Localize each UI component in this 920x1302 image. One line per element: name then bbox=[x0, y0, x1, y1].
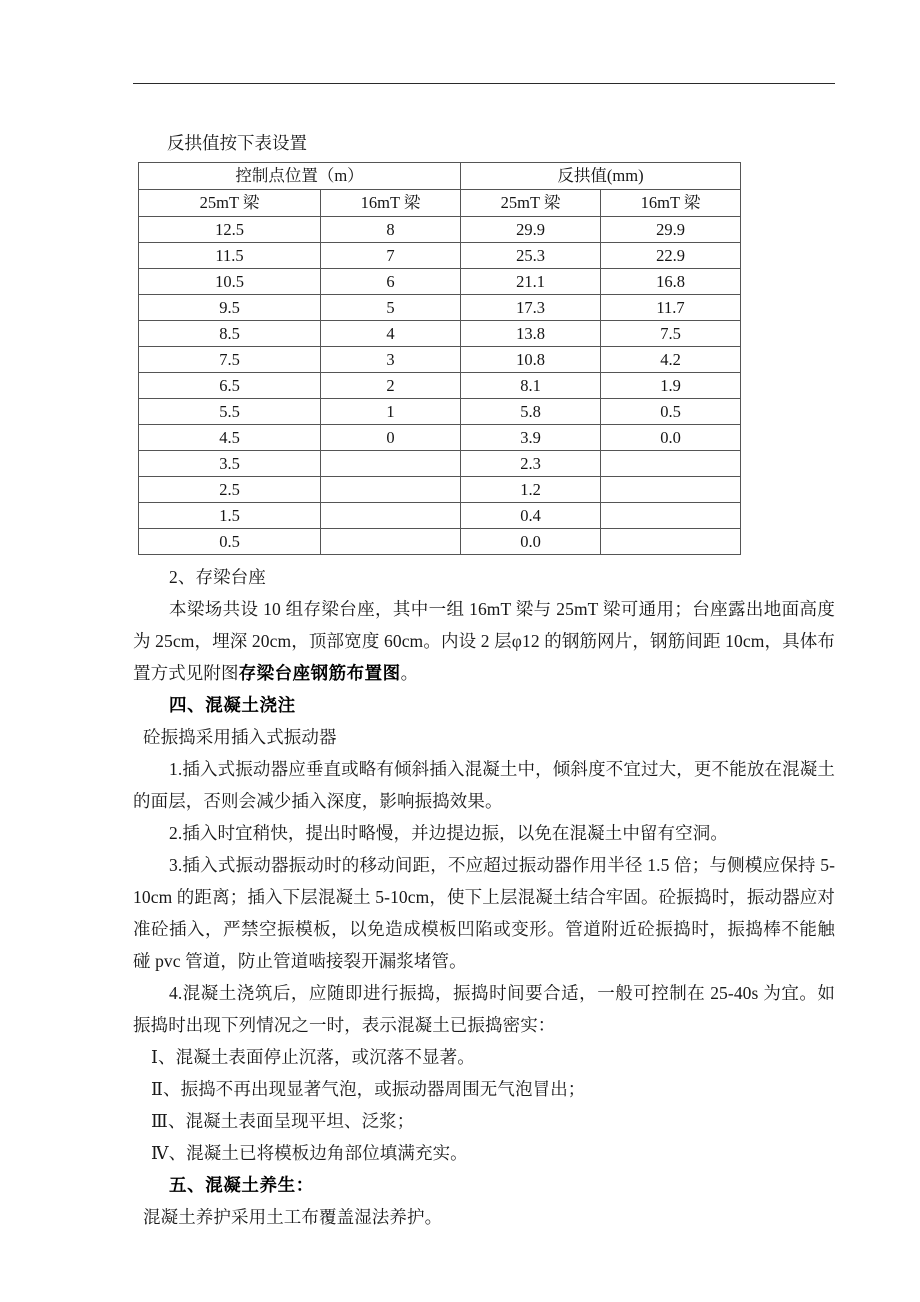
table-cell: 3 bbox=[321, 347, 461, 373]
roman-item-1: Ⅰ、混凝土表面停止沉落，或沉落不显著。 bbox=[151, 1047, 475, 1067]
table-cell: 5.5 bbox=[139, 399, 321, 425]
table-cell: 5 bbox=[321, 295, 461, 321]
table-cell bbox=[601, 529, 741, 555]
section-2-paragraph bbox=[133, 593, 835, 689]
table-cell: 10.5 bbox=[139, 269, 321, 295]
table-cell bbox=[321, 451, 461, 477]
table-cell: 1.9 bbox=[601, 373, 741, 399]
table-cell: 3.9 bbox=[461, 425, 601, 451]
section-4-lead: 砼振捣采用插入式振动器 bbox=[143, 727, 337, 747]
table-cell: 11.7 bbox=[601, 295, 741, 321]
table-row bbox=[139, 373, 741, 399]
table-subheader-pos-25mt: 25mT 梁 bbox=[139, 190, 321, 217]
table-cell bbox=[321, 477, 461, 503]
table-cell: 2.5 bbox=[139, 477, 321, 503]
table-cell bbox=[321, 503, 461, 529]
cambre-value-table bbox=[138, 162, 741, 555]
table-cell: 22.9 bbox=[601, 243, 741, 269]
table-cell: 7.5 bbox=[139, 347, 321, 373]
table-cell: 4.2 bbox=[601, 347, 741, 373]
table-cell bbox=[601, 503, 741, 529]
table-body bbox=[139, 217, 741, 555]
page-header-rule bbox=[133, 83, 835, 84]
section-2-text-end: 。 bbox=[400, 663, 419, 683]
section-5-heading: 五、混凝土养生： bbox=[169, 1175, 314, 1195]
table-row bbox=[139, 243, 741, 269]
table-cell bbox=[601, 477, 741, 503]
table-group-header-position: 控制点位置（m） bbox=[139, 163, 461, 190]
section-2-text-bold: 存梁台座钢筋布置图 bbox=[238, 663, 401, 683]
table-row bbox=[139, 425, 741, 451]
table-cell: 1.5 bbox=[139, 503, 321, 529]
table-row bbox=[139, 269, 741, 295]
table-cell: 0.0 bbox=[601, 425, 741, 451]
table-row bbox=[139, 477, 741, 503]
section-5-body: 混凝土养护采用土工布覆盖湿法养护。 bbox=[143, 1207, 443, 1227]
table-cell: 2.3 bbox=[461, 451, 601, 477]
numbered-item-3: 3.插入式振动器振动时的移动间距，不应超过振动器作用半径 1.5 倍；与侧模应保持 5-10cm 的距离；插入下层混凝土 5-10cm，使下上层混凝土结合牢固。砼振捣时，振动器应对准砼插入，严禁空振模板，以免造成模板凹陷或变形。管道附近砼振捣时，振捣棒不能触碰 pvc 管道，防止管道啮接裂开漏浆堵管。 bbox=[133, 855, 835, 971]
section-2-title: 2、存梁台座 bbox=[169, 567, 266, 587]
table-cell: 25.3 bbox=[461, 243, 601, 269]
table-cell: 4 bbox=[321, 321, 461, 347]
numbered-item-1: 1.插入式振动器应垂直或略有倾斜插入混凝土中，倾斜度不宜过大，更不能放在混凝土的面层，否则会减少插入深度，影响振捣效果。 bbox=[133, 759, 835, 811]
table-sub-header-row bbox=[139, 190, 741, 217]
section-4-heading: 四、混凝土浇注 bbox=[169, 695, 296, 715]
table-cell: 21.1 bbox=[461, 269, 601, 295]
table-cell bbox=[601, 451, 741, 477]
roman-item-4: Ⅳ、混凝土已将模板边角部位填满充实。 bbox=[151, 1143, 468, 1163]
table-cell: 5.8 bbox=[461, 399, 601, 425]
table-group-header-row bbox=[139, 163, 741, 190]
table-cell: 12.5 bbox=[139, 217, 321, 243]
table-cell: 3.5 bbox=[139, 451, 321, 477]
table-cell: 0.5 bbox=[139, 529, 321, 555]
table-cell: 9.5 bbox=[139, 295, 321, 321]
table-cell bbox=[321, 529, 461, 555]
table-subheader-val-25mt: 25mT 梁 bbox=[461, 190, 601, 217]
document-body bbox=[133, 128, 835, 1233]
cambre-table-wrapper bbox=[133, 162, 835, 555]
table-subheader-val-16mt: 16mT 梁 bbox=[601, 190, 741, 217]
table-cell: 4.5 bbox=[139, 425, 321, 451]
table-row bbox=[139, 529, 741, 555]
table-cell: 16.8 bbox=[601, 269, 741, 295]
table-row bbox=[139, 347, 741, 373]
table-cell: 6.5 bbox=[139, 373, 321, 399]
table-cell: 0 bbox=[321, 425, 461, 451]
table-row bbox=[139, 503, 741, 529]
table-cell: 29.9 bbox=[601, 217, 741, 243]
section-2-text-main: 本梁场共设 10 组存梁台座，其中一组 16mT 梁与 25mT 梁可通用；台座露出地面高度为 25cm，埋深 20cm，顶部宽度 60cm。内设 2 层φ12 的钢筋网片，钢筋间距 10cm，具体布置方式见附图 bbox=[133, 599, 835, 683]
table-group-header-cambre: 反拱值(mm) bbox=[461, 163, 741, 190]
table-cell: 8 bbox=[321, 217, 461, 243]
table-cell: 7.5 bbox=[601, 321, 741, 347]
table-cell: 11.5 bbox=[139, 243, 321, 269]
table-cell: 2 bbox=[321, 373, 461, 399]
table-cell: 29.9 bbox=[461, 217, 601, 243]
table-caption: 反拱值按下表设置 bbox=[167, 133, 307, 153]
table-cell: 17.3 bbox=[461, 295, 601, 321]
table-row bbox=[139, 321, 741, 347]
table-cell: 6 bbox=[321, 269, 461, 295]
table-row bbox=[139, 399, 741, 425]
table-cell: 1 bbox=[321, 399, 461, 425]
table-cell: 1.2 bbox=[461, 477, 601, 503]
numbered-item-4: 4.混凝土浇筑后，应随即进行振捣，振捣时间要合适，一般可控制在 25-40s 为宜。如振捣时出现下列情况之一时，表示混凝土已振捣密实： bbox=[133, 983, 835, 1035]
table-cell: 7 bbox=[321, 243, 461, 269]
table-cell: 0.4 bbox=[461, 503, 601, 529]
table-subheader-pos-16mt: 16mT 梁 bbox=[321, 190, 461, 217]
table-row bbox=[139, 217, 741, 243]
table-cell: 0.5 bbox=[601, 399, 741, 425]
roman-item-2: Ⅱ、振捣不再出现显著气泡，或振动器周围无气泡冒出； bbox=[151, 1079, 586, 1099]
table-cell: 13.8 bbox=[461, 321, 601, 347]
roman-item-3: Ⅲ、混凝土表面呈现平坦、泛浆； bbox=[151, 1111, 415, 1131]
table-cell: 8.5 bbox=[139, 321, 321, 347]
numbered-item-2: 2.插入时宜稍快，提出时略慢，并边提边振，以免在混凝土中留有空洞。 bbox=[169, 823, 728, 843]
table-cell: 8.1 bbox=[461, 373, 601, 399]
table-row bbox=[139, 295, 741, 321]
table-row bbox=[139, 451, 741, 477]
table-cell: 10.8 bbox=[461, 347, 601, 373]
table-cell: 0.0 bbox=[461, 529, 601, 555]
